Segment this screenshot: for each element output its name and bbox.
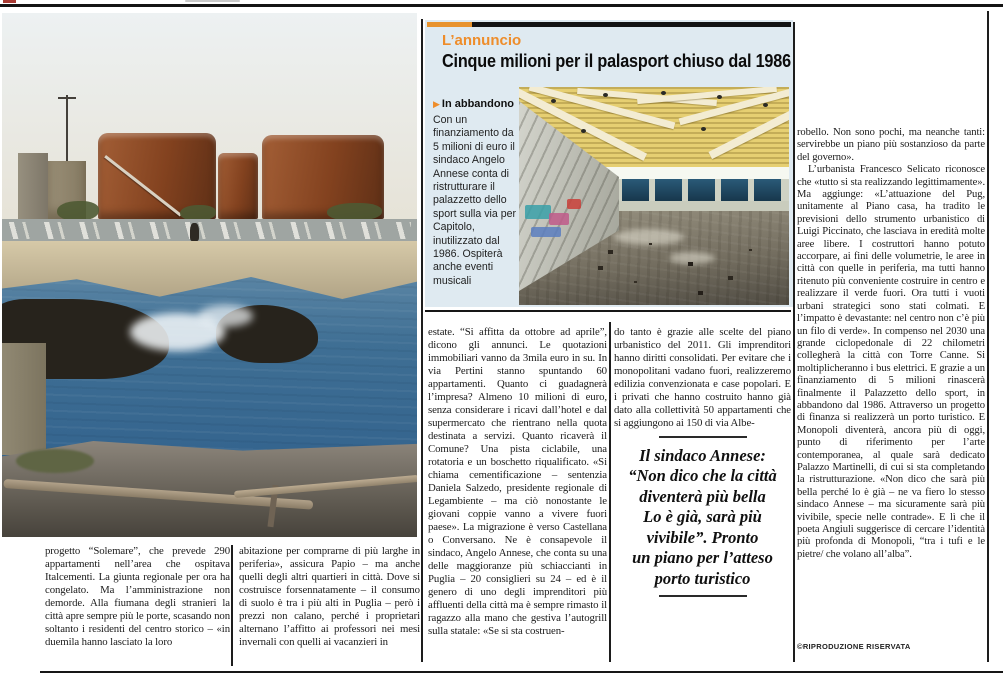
arrow-right-icon: ▶: [433, 99, 440, 109]
pull-quote-line: vivibile”. Pronto: [646, 527, 759, 547]
box-bottom-rule: [425, 310, 791, 312]
column-divider: [609, 322, 611, 662]
black-top-bar: [472, 22, 791, 27]
window: [622, 179, 649, 201]
article-column-5: [797, 127, 985, 662]
bottom-rule: [40, 671, 1003, 673]
graffiti-tag: [567, 199, 581, 209]
wall-figure: [190, 223, 199, 241]
window: [721, 179, 748, 201]
caption-body: Con un finanziamento da 5 milioni di euro il sindaco Angelo Annese conta di ristrutturare il palazzetto dello sport sulla via per Capitolo, inutilizzato dal 1986. Ospiterà anche eventi musicali: [433, 114, 517, 287]
pull-quote-line: “Non dico che la città: [628, 466, 777, 485]
page-corner-mark: [3, 0, 16, 3]
light-patch: [669, 252, 715, 264]
kicker: L’annuncio: [442, 32, 522, 49]
pull-quote-line: un piano per l’atteso: [632, 548, 773, 567]
light-patch: [614, 229, 684, 245]
pull-quote-top-rule: [659, 436, 747, 438]
paragraph: L’urbanista Francesco Selicato riconosce che «tutto si sta realizzando legittimamente». Ma aggiunge: «L’attuazione del Pug, unitamente al Piano casa, ha tradito le previsioni dello strumento urbanistico di Luigi Piccinato, che lasciava in eredità molte aree libere. I costruttori hanno potuto accorpare, ai fini delle volumetrie, le aree in città con quelle in periferia, ma tutti hanno ritenuto più conveniente costruire in centro e realizzare il verde fuori. Ora tutti i vuoti urbani strategici sono stati colmati. E l’impatto è devastante: nel centro non c’è più un filo di verde». In compenso nel 2030 una grande ciclopedonale di 22 chilometri collegherà la città con Torre Canne. Si moltiplicheranno i bus elettrici. E grazie a un finanziamento di 5 milioni rinascerà finalmente il Palazzetto dello sport, in abbandono dal 1986. Attraverso un progetto di finanza si realizzerà un porto turistico. E Monopoli diventerà, ancora più di oggi, punto di riferimento per l’arte contemporanea, al quale sarà dedicato Palazzo Martinelli, di cui si sta completando la ristrutturazione. «Non dico che sarà più bella perché lo è già – ne va fiero lo stesso sindaco Annese – ma sicuramente sarà più vivibile, specie nelle contrade». E lì che il poeta Angiuli suggerisce di cercare l’identità più profonda di Monopoli, “tra i tufi e le pietre/ che volano all’alba”.: [797, 164, 985, 560]
shrub: [57, 201, 99, 221]
paragraph: robello. Non sono pochi, ma neanche tanti: servirebbe un piano più sostanzioso da parte del governo».: [797, 127, 985, 163]
rusty-storage-tank: [218, 153, 258, 219]
column-4-text: do tanto è grazie alle scelte del piano urbanistico del 2011. Gli imprenditori hanno diritti consolidati. Per evitare che i monopolitani vadano fuori, realizzeremo edilizia convenzionata e case popolari. E i privati che hanno costruito hanno già dato alla collettività 50 appartamenti che si aggiungono ai 150 di via Albe-: [614, 326, 791, 429]
hanging-lamp: [661, 91, 666, 95]
article-column-3: estate. “Si affitta da ottobre ad aprile”, dicono gli annunci. Le quotazioni immobiliari vanno da 3mila euro in su. In via Pertini stanno spuntando 60 appartamenti. Quanto ci guadagnerà l’impresa? Almeno 10 milioni di euro, senza considerare i ricavi dall’hotel e dal supermercato che rientrano nella quota destinata a servizi. Quanto ricaverà il Comune? Una pista ciclabile, una rotatoria e un boschetto riqualificato. «Si chiama cementificazione – sentenzia Daniela Salzedo, presidente regionale di Legambiente – ma ciò nonostante le giovani coppie vanno a vivere fuori paese». La migrazione è verso Castellana o Conversano. Ne è consapevole il sindaco, Angelo Annese, che conta su una delle maggioranze più schiaccianti in Puglia – 20 consiglieri su 24 – ed è il genero di uno degli imprenditori più affluenti della città ma è sempre rimasto il ragazzo alla mano che gestiva l’autogrill sulla statale: «Se si sta costruen-: [428, 326, 607, 637]
top-rule: [0, 4, 1003, 7]
pull-quote-line: porto turistico: [654, 568, 751, 588]
headline: Cinque milioni per il palasport chiuso dal 1986: [442, 51, 791, 71]
pull-quote: [614, 446, 791, 590]
window: [688, 179, 715, 201]
hanging-lamp: [763, 103, 768, 107]
hanging-lamp: [717, 95, 722, 99]
hanging-lamp: [551, 99, 556, 103]
window: [754, 179, 781, 201]
graffiti-tag: [525, 205, 551, 219]
light-pole-crossbar: [58, 97, 76, 99]
pull-quote-line: diventerà più bella: [639, 486, 766, 506]
column-divider: [421, 19, 423, 662]
pull-quote-line: Lo è già, sarà più: [643, 507, 762, 526]
column-divider: [231, 545, 233, 666]
graffiti-tag: [531, 227, 561, 237]
grass-tuft: [16, 449, 94, 473]
hanging-lamp: [603, 93, 608, 97]
photo-caption: [433, 98, 518, 288]
article-column-1: progetto “Solemare”, che prevede 290 appartamenti nell’area che ospitava Italcementi. La giunta regionale per ora ha congelato. Ma l’amministrazione non demorde. Alla fiumana degli stranieri la città apre sempre più le porte, scasando non soltanto i residenti del centro storico – «in duemila hanno lasciato la loro: [45, 545, 230, 648]
hanging-lamp: [701, 127, 706, 131]
graffiti-seawall: [2, 219, 417, 243]
caption-title: [433, 98, 518, 110]
wave-foam: [198, 305, 253, 327]
column-divider: [793, 22, 795, 662]
pull-quote-line: Il sindaco Annese:: [639, 445, 766, 465]
copyright-notice: ©RIPRODUZIONE RISERVATA: [797, 642, 911, 651]
caption-title-text: In abbandono: [441, 98, 515, 110]
column-5-text: [797, 127, 985, 639]
page-fold-smudge: [185, 0, 240, 2]
harbor-photo: [2, 13, 417, 537]
concrete-silo: [18, 153, 48, 219]
graffiti-tag: [549, 213, 569, 225]
article-column-4: [614, 326, 791, 662]
graffiti-marks: [6, 222, 411, 239]
column-divider: [987, 11, 989, 662]
window: [655, 179, 682, 201]
orange-accent-bar: [427, 22, 472, 27]
hanging-lamp: [581, 129, 586, 133]
article-column-2: abitazione per comprarne di più larghe in periferia», assicura Papio – ma anche quelli degli altri quartieri in città. Dove si costruisce forsennatamente – il consumo di suolo è tra i più alti in Puglia – però i prezzi non calano, perché i proprietari alternano l’affitto ai professori nei mesi invernali con quelli ai vacanzieri in: [239, 545, 420, 648]
stone-block: [2, 343, 46, 455]
pull-quote-bottom-rule: [659, 595, 747, 597]
palasport-photo: [519, 87, 789, 305]
